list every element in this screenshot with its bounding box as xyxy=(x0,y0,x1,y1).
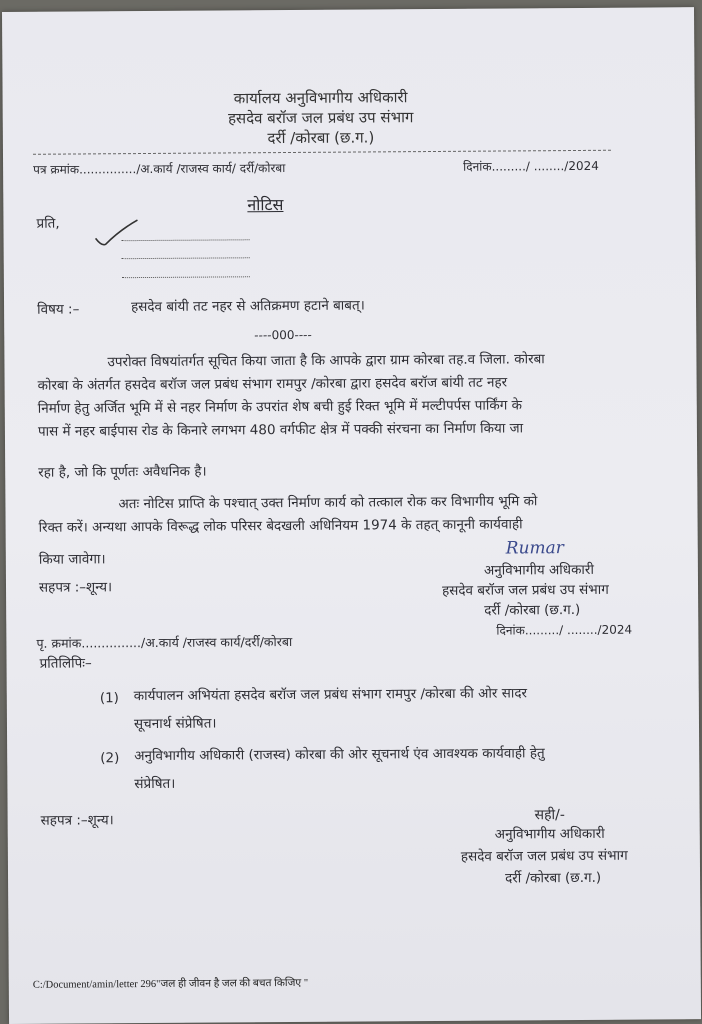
notice-document xyxy=(2,7,701,1024)
copy-line: अनुविभागीय अधिकारी (राजस्व) कोरबा की ओर सूचनार्थ एंव आवश्यक कार्यवाही हेतु xyxy=(134,745,545,765)
notice-title: नोटिस xyxy=(247,195,284,215)
office-division: हसदेव बरॉज जल प्रबंध उप संभाग xyxy=(227,108,414,128)
paragraph1-line: कोरबा के अंतर्गत हसदेव बरॉज जल प्रबंध संभाग रामपुर /कोरबा द्वारा हसदेव बरॉज बांयी तट नहर xyxy=(37,374,508,394)
address-line-1 xyxy=(122,238,250,241)
subject-text: हसदेव बांयी तट नहर से अतिक्रमण हटाने बाबत्। xyxy=(131,297,365,316)
paragraph2-line: रिक्त करें। अन्यथा आपके विरूद्ध लोक परिसर बेदखली अधिनियम 1974 के तहत् कानूनी कार्यवाही xyxy=(38,516,523,536)
signature: Rumar xyxy=(505,538,564,559)
copy-line: सूचनार्थ संप्रेषित। xyxy=(133,715,217,733)
paragraph1-line: निर्माण हेतु अर्जित भूमि में से नहर निर्माण के उपरांत शेष बची हुई रिक्त भूमि में मल्टीपर्पस पार्किंग के xyxy=(37,397,523,417)
separator: ----000---- xyxy=(254,327,312,343)
paragraph1-line: रहा है, जो कि पूर्णतः अवैधनिक है। xyxy=(38,463,207,481)
signatory-division: हसदेव बरॉज जल प्रबंध उप संभाग xyxy=(460,847,628,865)
signatory-division: हसदेव बरॉज जल प्रबंध उप संभाग xyxy=(441,581,609,599)
copy-number: (1) xyxy=(99,690,119,707)
signatory-title: अनुविभागीय अधिकारी xyxy=(494,825,605,843)
office-name: कार्यालय अनुविभागीय अधिकारी xyxy=(233,88,408,108)
subject-label: विषय :– xyxy=(37,301,80,318)
enclosure-note: सहपत्र :–शून्य। xyxy=(40,812,114,829)
office-location: दर्री /कोरबा (छ.ग.) xyxy=(267,128,375,148)
signature: सही/- xyxy=(534,807,565,824)
address-line-2 xyxy=(122,256,250,259)
copy-number: (2) xyxy=(100,750,120,767)
file-path-footer: C:/Document/amin/letter 296"जल ही जीवन है जल की बचत किजिए " xyxy=(32,977,309,991)
signatory-title: अनुविभागीय अधिकारी xyxy=(483,561,594,579)
signatory-date: दिनांक........./ ......../2024 xyxy=(496,622,633,638)
enclosure-note: सहपत्र :–शून्य। xyxy=(38,579,113,596)
copy-line: संप्रेषित। xyxy=(134,775,176,793)
letter-date: दिनांक........./ ......../2024 xyxy=(463,158,599,174)
copy-reference: पृ. क्रमांक.............../अ.कार्य /राजस्व कार्य/दर्री/कोरबा xyxy=(36,633,293,651)
paragraph2-line: अतः नोटिस प्राप्ति के पश्चात् उक्त निर्माण कार्य को तत्काल रोक कर विभागीय भूमि को xyxy=(118,493,538,513)
to-label: प्रति, xyxy=(36,215,60,232)
checkmark-icon xyxy=(91,216,141,248)
letter-reference: पत्र क्रमांक.............../अ.कार्य /राजस्व कार्य/ दर्री/कोरबा xyxy=(33,161,286,177)
paragraph1-line: उपरोक्त विषयांतर्गत सूचित किया जाता है कि आपके द्वारा ग्राम कोरबा तह.व जिला. कोरबा xyxy=(107,351,545,371)
copy-line: कार्यपालन अभियंता हसदेव बरॉज जल प्रबंध संभाग रामपुर /कोरबा की ओर सादर xyxy=(133,685,528,705)
signatory-location: दर्री /कोरबा (छ.ग.) xyxy=(505,869,602,887)
signatory-location: दर्री /कोरबा (छ.ग.) xyxy=(484,601,581,619)
address-line-3 xyxy=(122,275,250,278)
paragraph1-line: पास में नहर बाईपास रोड के किनारे लगभग 480 वर्गफीट क्षेत्र में पक्की संरचना का निर्माण किया जा xyxy=(37,420,524,440)
paragraph2-line: किया जावेगा। xyxy=(38,551,106,568)
header-divider xyxy=(33,150,611,155)
copy-label: प्रतिलिपिः– xyxy=(39,655,92,672)
